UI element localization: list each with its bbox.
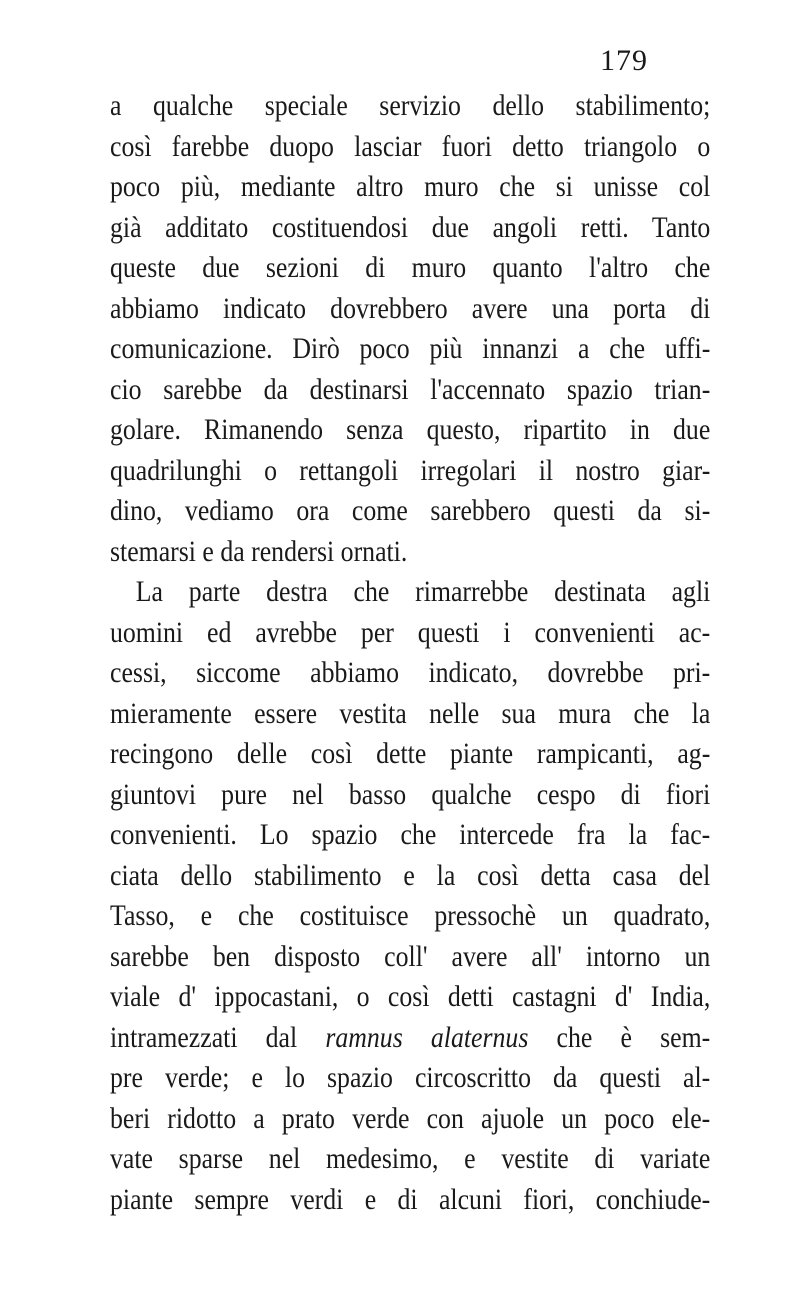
text-line: vate sparse nel medesimo, e vestite di variate	[110, 1142, 711, 1175]
text-line: recingono delle così dette piante rampicanti, ag-	[110, 737, 711, 770]
text-line: giuntovi pure nel basso qualche cespo di fiori	[110, 777, 711, 811]
text-line: Tasso, e che costituisce pressochè un quadrato,	[110, 899, 711, 932]
text-segment: intramezzati dal	[110, 1020, 326, 1054]
text-line: quadrilunghi o rettangoli irregolari il nostro giar-	[110, 453, 711, 487]
text-line: abbiamo indicato dovrebbero avere una porta di	[110, 291, 711, 325]
text-line: cio sarebbe da destinarsi l'accennato spazio trian-	[110, 372, 711, 406]
text-line: uomini ed avrebbe per questi i convenienti ac-	[110, 615, 711, 649]
text-line: golare. Rimanendo senza questo, ripartito in due	[110, 413, 711, 446]
text-line: poco più, mediante altro muro che si unisse col	[110, 170, 711, 203]
text-line: La parte destra che rimarrebbe destinata agli	[135, 575, 711, 608]
text-line: ciata dello stabilimento e la così detta casa del	[110, 858, 711, 892]
text-line: così farebbe duopo lasciar fuori detto triangolo o	[110, 129, 711, 163]
text-line: beri ridotto a prato verde con ajuole un poco ele-	[110, 1101, 711, 1135]
text-line: dino, vediamo ora come sarebbero questi da si-	[110, 494, 711, 527]
body-text	[110, 86, 710, 1220]
text-segment: che è sem-	[528, 1020, 711, 1054]
text-line: già additato costituendosi due angoli retti. Tanto	[110, 210, 711, 244]
text-line: queste due sezioni di muro quanto l'altro che	[110, 251, 711, 284]
page-number: 179	[600, 44, 648, 77]
text-line: piante sempre verdi e di alcuni fiori, conchiude-	[110, 1182, 711, 1216]
text-line: mieramente essere vestita nelle sua mura che la	[110, 696, 711, 730]
text-line: stemarsi e da rendersi ornati.	[110, 534, 408, 568]
italic-species-name: ramnus alaternus	[325, 1020, 529, 1054]
text-line: convenienti. Lo spazio che intercede fra la fac-	[110, 818, 711, 851]
text-line: viale d' ippocastani, o così detti castagni d' India,	[110, 980, 711, 1013]
text-line: cessi, siccome abbiamo indicato, dovrebbe pri-	[110, 656, 711, 689]
text-line: pre verde; e lo spazio circoscritto da questi al-	[110, 1061, 711, 1094]
text-line	[110, 1018, 710, 1059]
text-line: a qualche speciale servizio dello stabilimento;	[110, 89, 711, 122]
text-line: sarebbe ben disposto coll' avere all' intorno un	[110, 939, 711, 973]
text-line: comunicazione. Dirò poco più innanzi a che uffi-	[110, 332, 711, 365]
